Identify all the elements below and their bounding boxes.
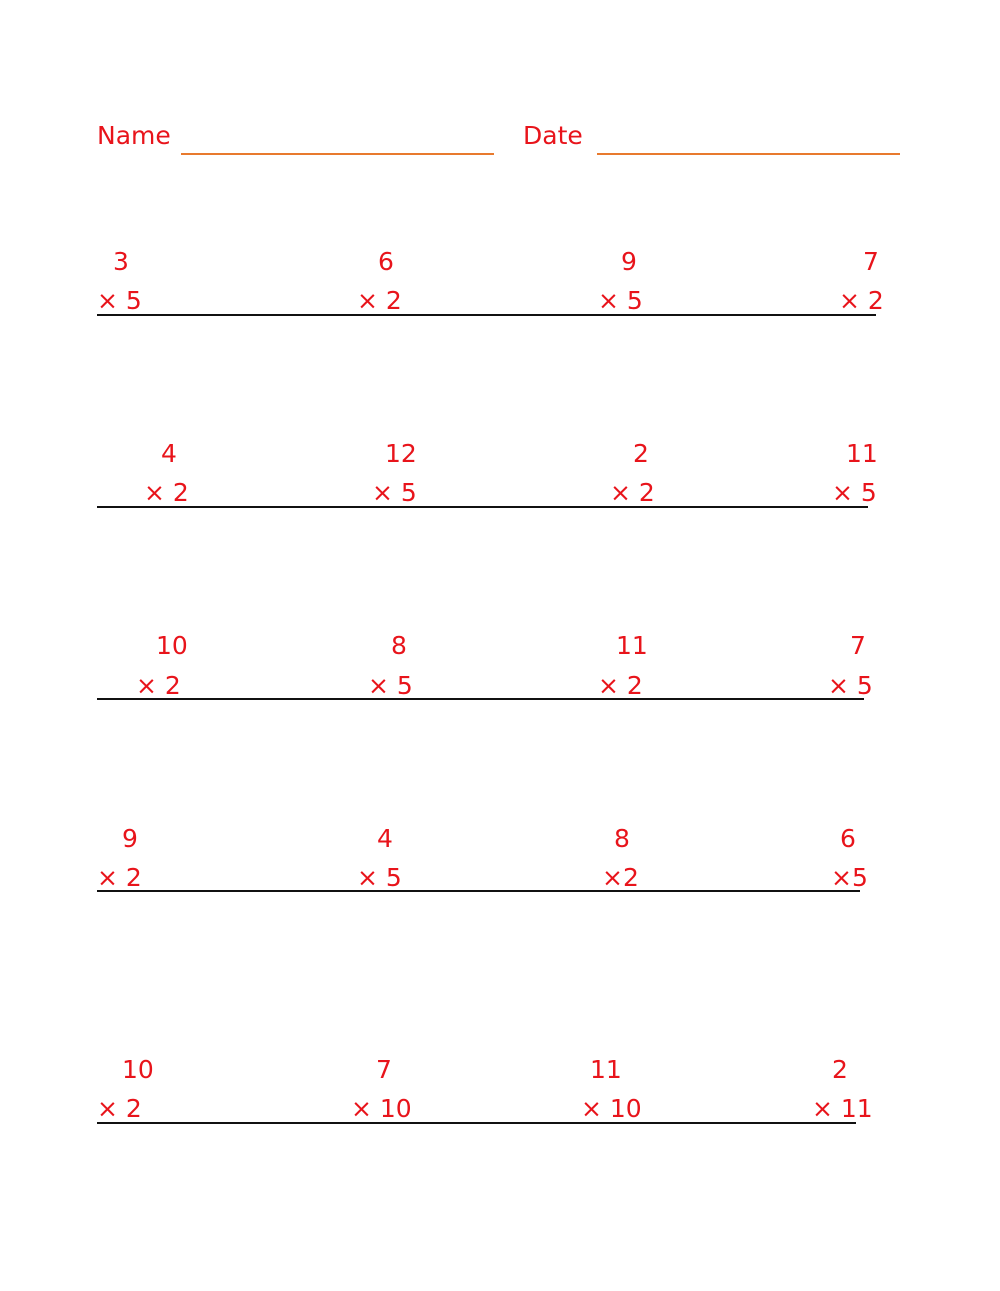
problem-3-1-multiplier: × 2 (136, 671, 181, 700)
problem-4-2-multiplicand: 4 (377, 824, 393, 853)
problem-3-3-multiplicand: 11 (616, 631, 648, 660)
problem-2-2-multiplier: × 5 (372, 478, 417, 507)
answer-line-row-2 (97, 506, 868, 508)
problem-4-1-multiplier: × 2 (97, 863, 142, 892)
problem-4-2-multiplier: × 5 (357, 863, 402, 892)
problem-4-4-multiplicand: 6 (840, 824, 856, 853)
problem-3-2-multiplicand: 8 (391, 631, 407, 660)
problem-1-3-multiplier: × 5 (598, 286, 643, 315)
problem-5-4-multiplier: × 11 (812, 1094, 873, 1123)
problem-3-2-multiplier: × 5 (368, 671, 413, 700)
problem-1-4-multiplicand: 7 (863, 247, 879, 276)
name-label: Name (97, 121, 171, 150)
problem-3-4-multiplicand: 7 (850, 631, 866, 660)
problem-3-1-multiplicand: 10 (156, 631, 188, 660)
problem-2-2-multiplicand: 12 (385, 439, 417, 468)
problem-3-3-multiplier: × 2 (598, 671, 643, 700)
date-label: Date (523, 121, 583, 150)
problem-2-3-multiplicand: 2 (633, 439, 649, 468)
problem-4-1-multiplicand: 9 (122, 824, 138, 853)
problem-1-2-multiplicand: 6 (378, 247, 394, 276)
problem-1-4-multiplier: × 2 (839, 286, 884, 315)
problem-1-1-multiplier: × 5 (97, 286, 142, 315)
problem-4-3-multiplicand: 8 (614, 824, 630, 853)
problem-2-1-multiplier: × 2 (144, 478, 189, 507)
answer-line-row-4 (97, 890, 860, 892)
problem-5-1-multiplier: × 2 (97, 1094, 142, 1123)
problem-5-2-multiplier: × 10 (351, 1094, 412, 1123)
answer-line-row-5 (97, 1122, 856, 1124)
problem-5-1-multiplicand: 10 (122, 1055, 154, 1084)
name-field[interactable] (181, 153, 494, 155)
problem-5-2-multiplicand: 7 (376, 1055, 392, 1084)
answer-line-row-3 (97, 698, 864, 700)
problem-3-4-multiplier: × 5 (828, 671, 873, 700)
problem-2-4-multiplicand: 11 (846, 439, 878, 468)
problem-4-3-multiplier: ×2 (602, 863, 639, 892)
problem-2-3-multiplier: × 2 (610, 478, 655, 507)
problem-1-3-multiplicand: 9 (621, 247, 637, 276)
problem-5-4-multiplicand: 2 (832, 1055, 848, 1084)
problem-5-3-multiplier: × 10 (581, 1094, 642, 1123)
problem-2-1-multiplicand: 4 (161, 439, 177, 468)
problem-2-4-multiplier: × 5 (832, 478, 877, 507)
problem-4-4-multiplier: ×5 (831, 863, 868, 892)
problem-1-2-multiplier: × 2 (357, 286, 402, 315)
problem-1-1-multiplicand: 3 (113, 247, 129, 276)
date-field[interactable] (597, 153, 900, 155)
problem-5-3-multiplicand: 11 (590, 1055, 622, 1084)
answer-line-row-1 (97, 314, 876, 316)
